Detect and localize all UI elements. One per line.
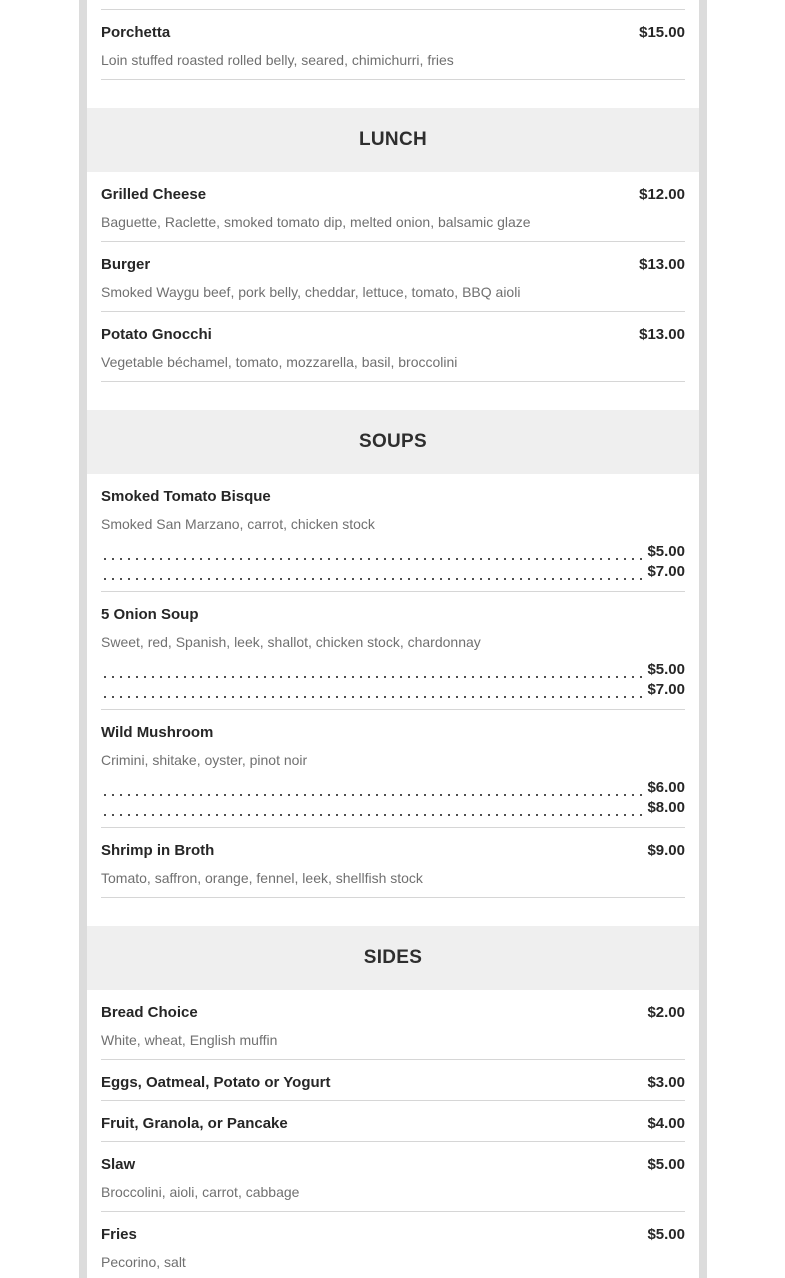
item-description: White, wheat, English muffin [101, 1032, 278, 1048]
divider [101, 381, 685, 382]
item-description: Vegetable béchamel, tomato, mozzarella, basil, broccolini [101, 354, 458, 370]
divider [101, 311, 685, 312]
item-description: Smoked Waygu beef, pork belly, cheddar, lettuce, tomato, BBQ aioli [101, 284, 521, 300]
item-name: Potato Gnocchi [101, 326, 212, 343]
item-name: Bread Choice [101, 1004, 198, 1021]
divider [101, 9, 685, 10]
item-description: Loin stuffed roasted rolled belly, seared, chimichurri, fries [101, 52, 454, 68]
item-price: $12.00 [639, 186, 685, 203]
item-name: Wild Mushroom [101, 724, 214, 741]
item-price: $4.00 [647, 1115, 685, 1132]
divider [101, 897, 685, 898]
price-line [101, 661, 685, 679]
dot-leader [101, 567, 645, 581]
divider [101, 241, 685, 242]
dot-leader [101, 547, 645, 561]
item-price: $13.00 [639, 326, 685, 343]
item-price: $6.00 [647, 779, 685, 796]
price-line [101, 779, 685, 797]
item-name: Slaw [101, 1156, 136, 1173]
item-name: Eggs, Oatmeal, Potato or Yogurt [101, 1074, 331, 1091]
divider [101, 1059, 685, 1060]
section-header-lunch: LUNCH [87, 108, 699, 172]
item-price: $5.00 [647, 543, 685, 560]
item-description: Tomato, saffron, orange, fennel, leek, shellfish stock [101, 870, 423, 886]
item-description: Pecorino, salt [101, 1254, 186, 1270]
item-name: 5 Onion Soup [101, 606, 199, 623]
item-price: $2.00 [647, 1004, 685, 1021]
item-price: $13.00 [639, 256, 685, 273]
item-description: Baguette, Raclette, smoked tomato dip, melted onion, balsamic glaze [101, 214, 531, 230]
item-price: $5.00 [647, 661, 685, 678]
item-description: Broccolini, aioli, carrot, cabbage [101, 1184, 300, 1200]
section-header-soups: SOUPS [87, 410, 699, 474]
item-price: $3.00 [647, 1074, 685, 1091]
dot-leader [101, 783, 645, 797]
item-description: Crimini, shitake, oyster, pinot noir [101, 752, 308, 768]
divider [101, 1211, 685, 1212]
price-line [101, 681, 685, 699]
item-name: Fries [101, 1226, 137, 1243]
item-price: $9.00 [647, 842, 685, 859]
section-header-sides: SIDES [87, 926, 699, 990]
item-price: $7.00 [647, 563, 685, 580]
price-line [101, 799, 685, 817]
divider [101, 591, 685, 592]
item-price: $5.00 [647, 1156, 685, 1173]
item-name: Shrimp in Broth [101, 842, 215, 859]
dot-leader [101, 685, 645, 699]
dot-leader [101, 803, 645, 817]
divider [101, 709, 685, 710]
divider [101, 1100, 685, 1101]
item-name: Fruit, Granola, or Pancake [101, 1115, 288, 1132]
item-price: $15.00 [639, 24, 685, 41]
item-description: Smoked San Marzano, carrot, chicken stock [101, 516, 375, 532]
price-line [101, 563, 685, 581]
item-price: $8.00 [647, 799, 685, 816]
item-name: Smoked Tomato Bisque [101, 488, 271, 505]
item-name: Grilled Cheese [101, 186, 207, 203]
divider [101, 1141, 685, 1142]
item-description: Sweet, red, Spanish, leek, shallot, chicken stock, chardonnay [101, 634, 481, 650]
item-name: Porchetta [101, 24, 171, 41]
dot-leader [101, 665, 645, 679]
divider [101, 827, 685, 828]
item-name: Burger [101, 256, 151, 273]
item-price: $7.00 [647, 681, 685, 698]
divider [101, 79, 685, 80]
item-price: $5.00 [647, 1226, 685, 1243]
price-line [101, 543, 685, 561]
